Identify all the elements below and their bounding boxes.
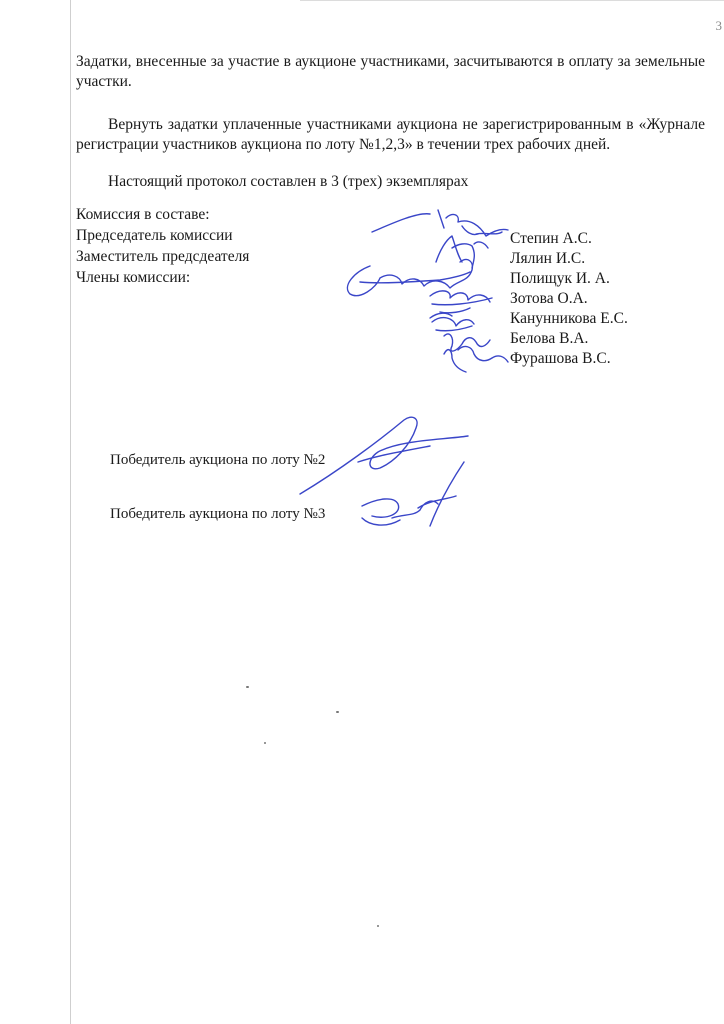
- winner-lot3-label: Победитель аукциона по лоту №3: [110, 506, 326, 522]
- scan-speck: [246, 686, 249, 688]
- member-name: Канунникова Е.С.: [510, 310, 628, 327]
- signature-lyalin-icon: [436, 236, 488, 268]
- members-label: Члены комиссии:: [76, 269, 191, 286]
- member-name: Полищук И. А.: [510, 270, 610, 287]
- scan-speck: [264, 742, 266, 744]
- signature-polishchuk-icon: [347, 260, 472, 296]
- signature-winner-lot3-icon: [362, 462, 464, 526]
- scan-speck: [336, 711, 339, 713]
- deputy-label: Заместитель предсдеателя: [76, 248, 250, 265]
- deputy-name: Лялин И.С.: [510, 250, 586, 267]
- signature-zotova-icon: [430, 291, 492, 313]
- signature-winner-lot2-icon: [300, 417, 468, 494]
- paragraph-copies: Настоящий протокол составлен в 3 (трех) экземплярах: [108, 173, 469, 190]
- page-number: 3: [715, 18, 722, 33]
- member-name: Зотова О.А.: [510, 290, 588, 307]
- signature-stepin-icon: [372, 210, 508, 236]
- signature-kanunnikova-icon: [430, 313, 474, 331]
- paragraph-deposits-credited: Задатки, внесенные за участие в аукционе участниками, засчитываются в оплату за земельные участки.: [76, 53, 705, 90]
- commission-heading: Комиссия в составе:: [76, 206, 210, 223]
- member-name: Фурашова В.С.: [510, 350, 611, 367]
- winner-lot2-label: Победитель аукциона по лоту №2: [110, 452, 326, 468]
- chairman-label: Председатель комиссии: [76, 227, 233, 244]
- scan-speck: [377, 925, 379, 927]
- signature-belova-icon: [444, 334, 490, 351]
- chairman-name: Степин А.С.: [510, 230, 592, 247]
- member-name: Белова В.А.: [510, 330, 589, 347]
- paragraph-deposits-return: Вернуть задатки уплаченные участниками аукциона не зарегистрированным в «Журнале регистрации участников аукциона по лоту №1,2,3» в течении трех рабочих дней.: [76, 116, 705, 153]
